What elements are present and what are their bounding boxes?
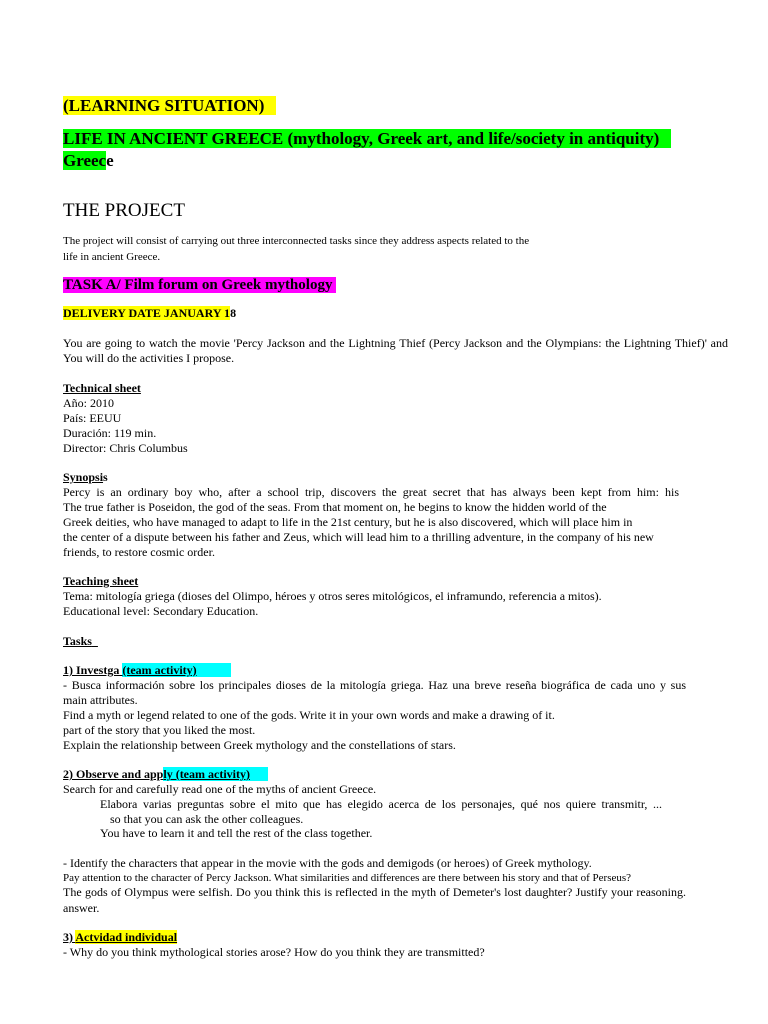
tasks-heading: Tasks	[63, 634, 92, 648]
task3-line1: - Why do you think mythological stories arose? How do you think they are transmitted?	[63, 945, 485, 959]
task2-line1: Search for and carefully read one of the myths of ancient Greece.	[63, 782, 377, 796]
task2-bullet2: You have to learn it and tell the rest of the class together.	[100, 826, 373, 840]
project-intro-line1: The project will consist of carrying out three interconnected tasks since they address aspects related to the	[63, 235, 530, 247]
watch-movie-line2: You will do the activities I propose.	[63, 351, 235, 365]
delivery-date: DELIVERY DATE JANUARY 18	[63, 306, 237, 320]
task2-identify: - Identify the characters that appear in the movie with the gods and demigods (or heroes) of Greek mythology.	[63, 856, 592, 870]
synopsis-line3: Greek deities, who have managed to adapt to life in the 21st century, but he is also discovered, which will place him in	[63, 515, 633, 529]
task3-heading: 3) Actvidad individual	[63, 930, 178, 944]
task1-line2: main attributes.	[63, 693, 138, 707]
project-intro-line2: life in ancient Greece.	[63, 251, 161, 263]
bullet-icon	[88, 826, 97, 841]
task2-bullet1-line1: Elabora varias preguntas sobre el mito que has elegido acerca de los personajes, qué nos quiere transmitr, ...	[100, 797, 662, 811]
task1-line4: part of the story that you liked the most.	[63, 723, 256, 737]
task2-gods-line1: The gods of Olympus were selfish. Do you think this is reflected in the myth of Demeter's lost daughter? Justify your reasoning.	[63, 885, 686, 899]
task2-heading: 2) Observe and apply (team activity)	[63, 767, 268, 782]
task2-pay-attention: Pay attention to the character of Percy Jackson. What similarities and differences are there between his story and that of Perseus?	[63, 872, 632, 884]
task1-line1: - Busca información sobre los principales dioses de la mitología griega. Haz una breve reseña biográfica de cada uno y sus	[63, 678, 686, 692]
document-title: LIFE IN ANCIENT GREECE (mythology, Greek art, and life/society in antiquity)	[63, 128, 671, 150]
technical-sheet-year: Año: 2010	[63, 396, 114, 410]
technical-sheet-country: País: EEUU	[63, 411, 122, 425]
synopsis-heading: Synopsis	[63, 470, 108, 484]
watch-movie-line1: You are going to watch the movie 'Percy Jackson and the Lightning Thief (Percy Jackson and the Olympians: the Lightning Thief)' and	[63, 336, 728, 350]
synopsis-line5: friends, to restore cosmic order.	[63, 545, 215, 559]
project-heading: THE PROJECT	[63, 200, 185, 221]
task2-bullet1-line2: so that you can ask the other colleagues.	[110, 812, 304, 826]
teaching-sheet-theme: Tema: mitología griega (dioses del Olimpo, héroes y otros seres mitológicos, el inframundo, referencia a mitos).	[63, 589, 602, 603]
synopsis-line2: The true father is Poseidon, the god of the seas. From that moment on, he begins to know the hidden world of the	[63, 500, 607, 514]
task2-gods-line2: answer.	[63, 901, 100, 915]
technical-sheet-heading: Technical sheet	[63, 381, 141, 395]
teaching-sheet-heading: Teaching sheet	[63, 574, 139, 588]
task1-line5: Explain the relationship between Greek mythology and the constellations of stars.	[63, 738, 456, 752]
task-a-heading: TASK A/ Film forum on Greek mythology	[63, 276, 336, 295]
bullet-icon	[88, 797, 97, 812]
technical-sheet-duration: Duración: 119 min.	[63, 426, 157, 440]
synopsis-line4: the center of a dispute between his father and Zeus, which will lead him to a thrilling adventure, in the company of his new	[63, 530, 654, 544]
document-title-continued: Greece	[63, 151, 114, 170]
task1-heading: 1) Investga (team activity)	[63, 663, 231, 678]
technical-sheet-director: Director: Chris Columbus	[63, 441, 188, 455]
task1-line3: Find a myth or legend related to one of the gods. Write it in your own words and make a drawing of it.	[63, 708, 555, 722]
synopsis-line1: Percy is an ordinary boy who, after a school trip, discovers the great secret that has always been kept from him: his	[63, 485, 679, 499]
teaching-sheet-level: Educational level: Secondary Education.	[63, 604, 259, 618]
learning-situation-label: (LEARNING SITUATION)	[63, 95, 276, 117]
